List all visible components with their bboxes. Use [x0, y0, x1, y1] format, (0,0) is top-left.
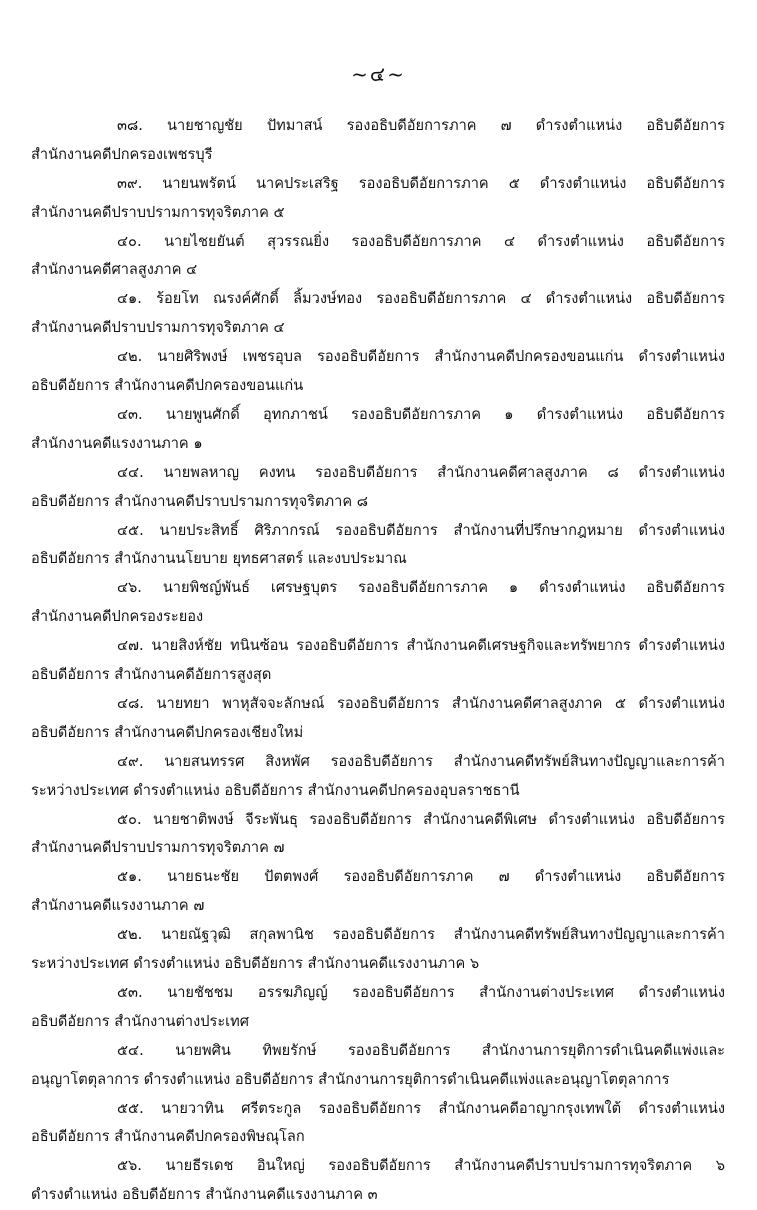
entry-first-line: ๕๓. นายชัชชม อรรฆภิญญ์ รองอธิบดีอัยการ สำนักงานต่างประเทศ ดำรงตำแหน่ง [117, 983, 725, 1001]
entry-continuation-line: อธิบดีอัยการ สำนักงานคดีปกครองขอนแก่น [31, 377, 304, 395]
entry-continuation-line: อธิบดีอัยการ สำนักงานคดีอัยการสูงสุด [31, 666, 272, 684]
entry-continuation-line: สำนักงานคดีแรงงานภาค ๗ [31, 897, 205, 915]
entry-first-line: ๕๔. นายพศิน ทิพยรักษ์ รองอธิบดีอัยการ สำนักงานการยุติการดำเนินคดีแพ่งและ [117, 1041, 725, 1059]
entry-first-line: ๓๘. นายชาญชัย ปัทมาสน์ รองอธิบดีอัยการภาค ๗ ดำรงตำแหน่ง อธิบดีอัยการ [117, 117, 725, 134]
list-item [0, 343, 757, 401]
list-item [0, 1152, 757, 1210]
list-item [0, 459, 757, 517]
list-item [0, 806, 757, 864]
list-item [0, 574, 757, 632]
entry-first-line: ๕๒. นายณัฐวุฒิ สกุลพานิช รองอธิบดีอัยการ สำนักงานคดีทรัพย์สินทางปัญญาและการค้า [117, 926, 725, 944]
list-item [0, 748, 757, 806]
entry-first-line: ๕๐. นายชาติพงษ์ จีระพันธุ รองอธิบดีอัยการ สำนักงานคดีพิเศษ ดำรงตำแหน่ง อธิบดีอัยการ [117, 810, 725, 828]
entry-first-line: ๔๕. นายประสิทธิ์ ศิริภากรณ์ รองอธิบดีอัยการ สำนักงานที่ปรึกษากฎหมาย ดำรงตำแหน่ง [117, 521, 725, 539]
list-item [0, 921, 757, 979]
entry-first-line: ๔๗. นายสิงห์ชัย ทนินซ้อน รองอธิบดีอัยการ สำนักงานคดีเศรษฐกิจและทรัพยากร ดำรงตำแหน่ง [117, 637, 725, 655]
list-item [0, 979, 757, 1037]
entry-first-line: ๔๒. นายศิริพงษ์ เพชรอุบล รองอธิบดีอัยการ สำนักงานคดีปกครองขอนแก่น ดำรงตำแหน่ง [117, 348, 725, 366]
list-item [0, 1037, 757, 1095]
page-number: ~๔~ [351, 62, 406, 86]
list-item [0, 690, 757, 748]
entry-continuation-line: อธิบดีอัยการ สำนักงานต่างประเทศ [31, 1012, 250, 1030]
list-item [0, 517, 757, 575]
entry-first-line: ๕๖. นายธีรเดช อินใหญ่ รองอธิบดีอัยการ สำนักงานคดีปราบปรามการทุจริตภาค ๖ [117, 1157, 725, 1175]
entry-continuation-line: อธิบดีอัยการ สำนักงานคดีปกครองเชียงใหม่ [31, 723, 304, 741]
list-item [0, 1095, 757, 1153]
list-item [0, 401, 757, 459]
entry-continuation-line: สำนักงานคดีศาลสูงภาค ๔ [31, 261, 198, 279]
entry-first-line: ๔๐. นายไชยยันต์ สุวรรณยิ่ง รองอธิบดีอัยการภาค ๔ ดำรงตำแหน่ง อธิบดีอัยการ [117, 232, 725, 250]
entry-continuation-line: สำนักงานคดีปราบปรามการทุจริตภาค ๔ [31, 319, 285, 337]
entry-continuation-line: สำนักงานคดีปกครองระยอง [31, 608, 204, 626]
list-item [0, 228, 757, 286]
entry-first-line: ๕๕. นายวาทิน ศรีตระกูล รองอธิบดีอัยการ สำนักงานคดีอาญากรุงเทพใต้ ดำรงตำแหน่ง [117, 1099, 725, 1117]
list-item [0, 863, 757, 921]
entry-continuation-line: อธิบดีอัยการ สำนักงานคดีปกครองพิษณุโลก [31, 1128, 305, 1146]
entry-first-line: ๓๙. นายนพรัตน์ นาคประเสริฐ รองอธิบดีอัยการภาค ๕ ดำรงตำแหน่ง อธิบดีอัยการ [117, 174, 725, 192]
list-item [0, 285, 757, 343]
entry-continuation-line: สำนักงานคดีแรงงานภาค ๑ [31, 434, 203, 452]
entry-continuation-line: อธิบดีอัยการ สำนักงานคดีปราบปรามการทุจริตภาค ๘ [31, 492, 368, 510]
list-item [0, 112, 757, 170]
entry-continuation-line: ระหว่างประเทศ ดำรงตำแหน่ง อธิบดีอัยการ สำนักงานคดีปกครองอุบลราชธานี [31, 781, 520, 799]
entry-first-line: ๕๑. นายธนะชัย ปัตตพงศ์ รองอธิบดีอัยการภาค ๗ ดำรงตำแหน่ง อธิบดีอัยการ [117, 868, 725, 886]
entry-continuation-line: สำนักงานคดีปราบปรามการทุจริตภาค ๗ [31, 839, 285, 857]
entry-first-line: ๔๑. ร้อยโท ณรงค์ศักดิ์ ลิ้มวงษ์ทอง รองอธิบดีอัยการภาค ๔ ดำรงตำแหน่ง อธิบดีอัยการ [117, 290, 725, 308]
list-item [0, 170, 757, 228]
entry-continuation-line: สำนักงานคดีปราบปรามการทุจริตภาค ๕ [31, 203, 285, 221]
entry-first-line: ๔๖. นายพิชญ์พันธ์ เศรษฐบุตร รองอธิบดีอัยการภาค ๑ ดำรงตำแหน่ง อธิบดีอัยการ [117, 579, 725, 597]
entry-continuation-line: อนุญาโตตุลาการ ดำรงตำแหน่ง อธิบดีอัยการ สำนักงานการยุติการดำเนินคดีแพ่งและอนุญาโตตุลาการ [31, 1070, 670, 1088]
entry-continuation-line: สำนักงานคดีปกครองเพชรบุรี [31, 145, 213, 163]
entry-continuation-line: ดำรงตำแหน่ง อธิบดีอัยการ สำนักงานคดีแรงงานภาค ๓ [31, 1186, 378, 1204]
entry-continuation-line: อธิบดีอัยการ สำนักงานนโยบาย ยุทธศาสตร์ และงบประมาณ [31, 550, 407, 568]
entry-first-line: ๔๙. นายสนทรรศ สิงหพัศ รองอธิบดีอัยการ สำนักงานคดีทรัพย์สินทางปัญญาและการค้า [117, 752, 725, 770]
appointment-list [0, 112, 757, 1210]
entry-first-line: ๔๓. นายพูนศักดิ์ อุทกภาชน์ รองอธิบดีอัยการภาค ๑ ดำรงตำแหน่ง อธิบดีอัยการ [117, 405, 725, 423]
entry-first-line: ๔๔. นายพลหาญ คงทน รองอธิบดีอัยการ สำนักงานคดีศาลสูงภาค ๘ ดำรงตำแหน่ง [117, 463, 725, 481]
entry-continuation-line: ระหว่างประเทศ ดำรงตำแหน่ง อธิบดีอัยการ สำนักงานคดีแรงงานภาค ๖ [31, 955, 480, 973]
entry-first-line: ๔๘. นายทยา พาหุสัจจะลักษณ์ รองอธิบดีอัยการ สำนักงานคดีศาลสูงภาค ๕ ดำรงตำแหน่ง [117, 694, 725, 712]
list-item [0, 632, 757, 690]
